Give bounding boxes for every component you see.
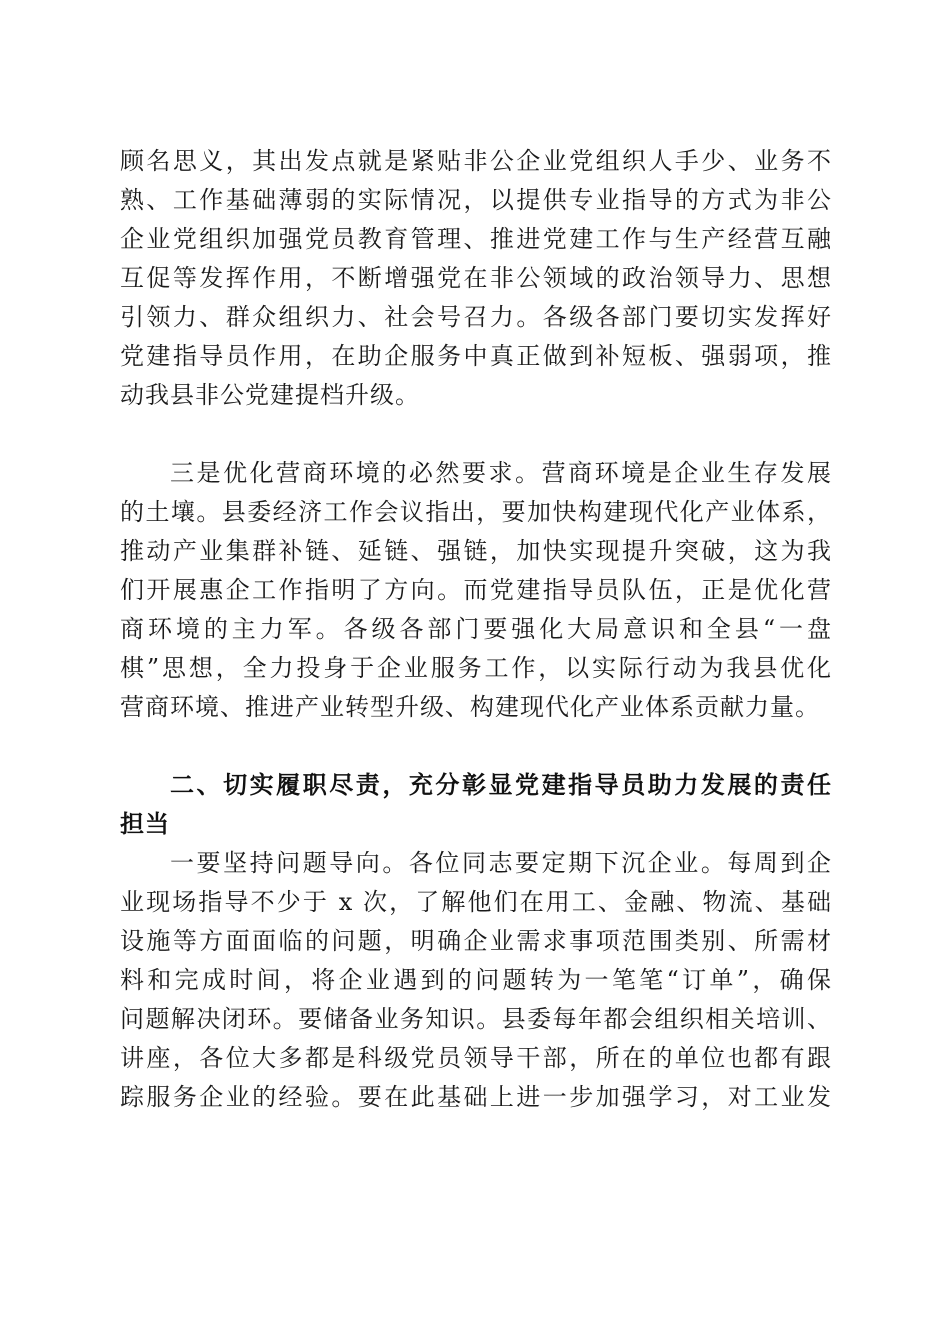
paragraph-continuation: [120, 142, 832, 415]
heading-line: 二、切实履职尽责，充分彰显党建指导员助力发展的责任: [170, 771, 832, 799]
paragraph-line: 熟、工作基础薄弱的实际情况，以提供专业指导的方式为非公: [120, 186, 832, 214]
paragraph-line: 三是优化营商环境的必然要求。营商环境是企业生存发展: [170, 459, 832, 487]
paragraph-line: 料和完成时间，将企业遇到的问题转为一笔笔“订单”，确保: [120, 966, 832, 994]
paragraph-problem-orientation: [120, 844, 832, 1117]
section-heading: [120, 766, 832, 844]
paragraph-line: 引领力、群众组织力、社会号召力。各级各部门要切实发挥好: [120, 303, 832, 331]
paragraph-line: 顾名思义，其出发点就是紧贴非公企业党组织人手少、业务不: [120, 147, 832, 175]
paragraph-line: 互促等发挥作用，不断增强党在非公领域的政治领导力、思想: [120, 264, 832, 292]
paragraph-line: 动我县非公党建提档升级。: [120, 381, 420, 409]
paragraph-line: 一要坚持问题导向。各位同志要定期下沉企业。每周到企: [170, 849, 832, 877]
paragraph-line: 企业党组织加强党员教育管理、推进党建工作与生产经营互融: [120, 225, 832, 253]
paragraph-line: 业现场指导不少于 x 次，了解他们在用工、金融、物流、基础: [120, 888, 832, 916]
paragraph-line: 讲座，各位大多都是科级党员领导干部，所在的单位也都有跟: [120, 1044, 832, 1072]
paragraph-line: 棋”思想，全力投身于企业服务工作，以实际行动为我县优化: [120, 654, 832, 682]
heading-line: 担当: [120, 810, 170, 838]
paragraph-line: 党建指导员作用，在助企服务中真正做到补短板、强弱项，推: [120, 342, 832, 370]
paragraph-line: 问题解决闭环。要储备业务知识。县委每年都会组织相关培训、: [120, 1005, 832, 1033]
paragraph-line: 们开展惠企工作指明了方向。而党建指导员队伍，正是优化营: [120, 576, 832, 604]
paragraph-business-environment: [120, 454, 832, 727]
paragraph-line: 踪服务企业的经验。要在此基础上进一步加强学习，对工业发: [120, 1083, 832, 1111]
paragraph-line: 推动产业集群补链、延链、强链，加快实现提升突破，这为我: [120, 537, 832, 565]
paragraph-line: 的土壤。县委经济工作会议指出，要加快构建现代化产业体系，: [120, 498, 832, 526]
paragraph-line: 营商环境、推进产业转型升级、构建现代化产业体系贡献力量。: [120, 693, 820, 721]
paragraph-line: 设施等方面面临的问题，明确企业需求事项范围类别、所需材: [120, 927, 832, 955]
paragraph-line: 商环境的主力军。各级各部门要强化大局意识和全县“一盘: [120, 615, 832, 643]
